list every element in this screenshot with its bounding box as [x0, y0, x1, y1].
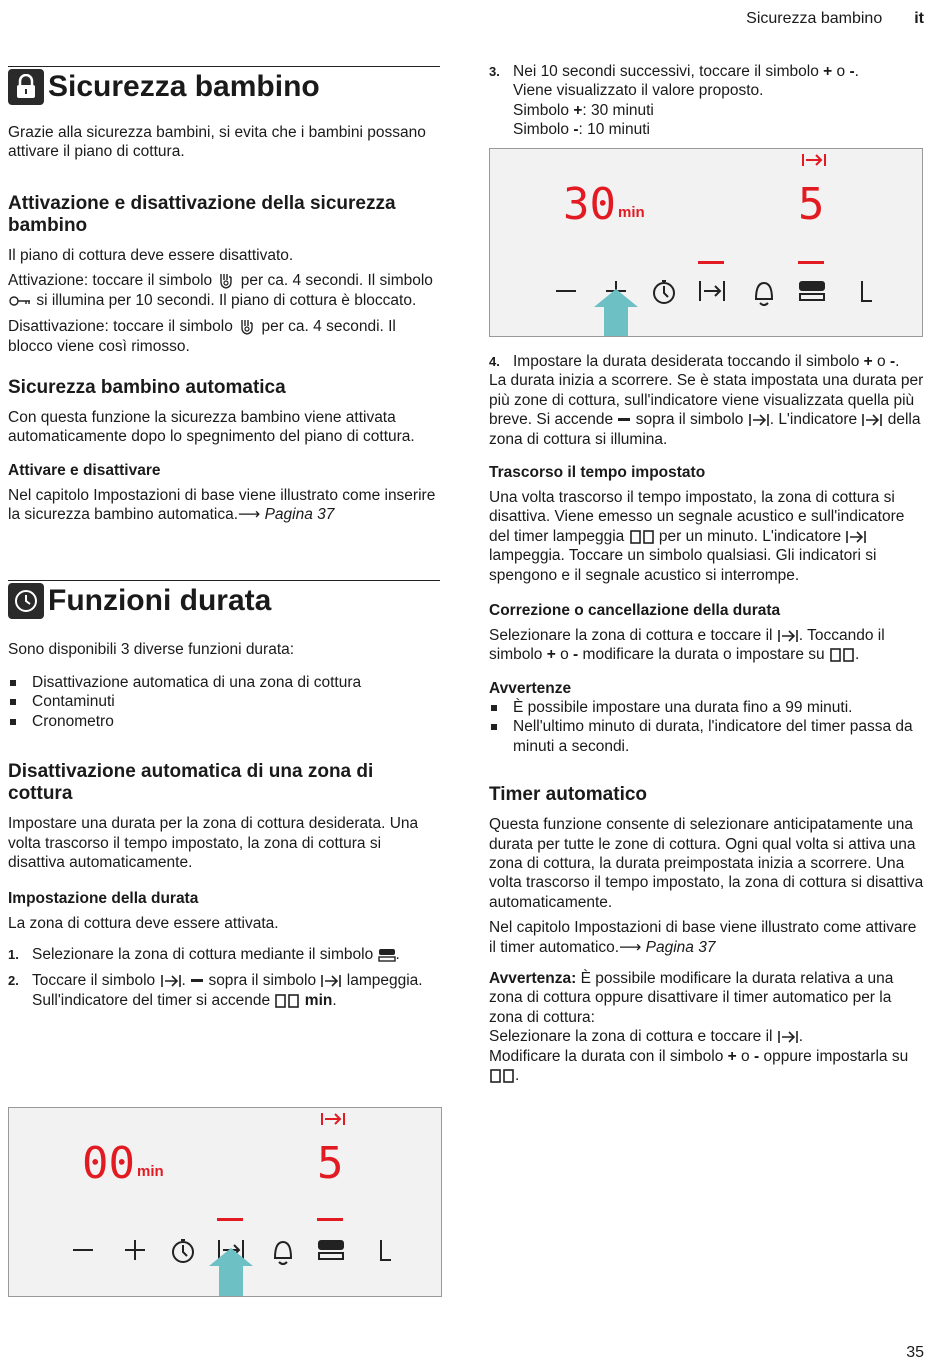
power-level-display: 5: [317, 1138, 344, 1189]
heading-time-elapsed: Trascorso il tempo impostato: [489, 464, 706, 482]
steps-list-cont: [489, 62, 925, 140]
auto-timer-text: Questa funzione consente di selezionare anticipatamente una durata per tutte le zone di cottura. Ogni qual volta si attiva una zona di cottura, la durata preimpostata inizia a scorrere. Una volta trascorso il tempo impostato, la zona di cottura si disattiva automaticamente.: [489, 816, 924, 911]
steps-list-cont2: [489, 352, 925, 371]
control-panel-1: [8, 1107, 442, 1297]
finger-arrow-icon: [209, 1248, 253, 1296]
timer-off-icon: [777, 628, 799, 644]
double-zero-icon: [274, 993, 300, 1009]
left-column: [8, 66, 440, 1010]
timer-off-icon: [845, 529, 867, 545]
timer-off-icon: [160, 973, 182, 989]
auto-lock-text: Con questa funzione la sicurezza bambino viene attivata automaticamente dopo lo spegnimento del piano di cottura.: [8, 409, 415, 446]
dash-indicator-icon: [190, 978, 204, 984]
section-title-child-lock: Sicurezza bambino: [8, 66, 440, 105]
note-text: Avvertenza: È possibile modificare la durata relativa a una zona di cottura oppure disattivare il timer automatico per la zona di cottura: Selezionare la zona di cottura e toccare il . Modificare la durata con il simbolo + o - oppure impostarla su .: [489, 969, 909, 1084]
lock-l-button: [381, 1240, 391, 1260]
stopwatch-button: [173, 1240, 193, 1262]
list-item: Cronometro: [8, 712, 440, 731]
heading-auto-lock: Sicurezza bambino automatica: [8, 377, 286, 399]
list-item: È possibile impostare una durata fino a 99 minuti.: [489, 698, 925, 717]
heading-enable-disable: Attivare e disattivare: [8, 461, 161, 479]
list-item: Nell'ultimo minuto di durata, l'indicatore del timer passa da minuti a secondi.: [489, 717, 925, 756]
timer-off-button: [700, 281, 724, 301]
padlock-icon: [8, 69, 44, 105]
timer-display-digits: 30: [563, 179, 616, 230]
timer-active-bar: [698, 261, 724, 264]
step-2: 2. Toccare il simbolo . sopra il simbolo lampeggia. Sull'indicatore del timer si accende min.: [8, 972, 423, 1009]
page-number: 35: [906, 1344, 924, 1361]
zone-select-button: [319, 1241, 343, 1259]
timer-display-unit: min: [618, 204, 645, 221]
page-ref[interactable]: Pagina 37: [645, 938, 716, 956]
section-title-timer: Funzioni durata: [8, 580, 440, 619]
finger-arrow-icon: [594, 289, 638, 336]
hob-off-text: Il piano di cottura deve essere disattivato.: [8, 246, 294, 264]
heading-auto-off: Disattivazione automatica di una zona di cottura: [8, 761, 374, 805]
notes-list: [489, 698, 925, 756]
arrow-right-icon: ⟶: [619, 938, 642, 956]
zone-select-icon: [378, 947, 396, 963]
duration-running-text: La durata inizia a scorrere. Se è stata impostata una durata per più zone di cottura, sull'indicatore viene visualizzata quella più breve. Si accende sopra il simbolo . L'indicatore della zona di cottura si illumina.: [489, 372, 924, 448]
zone-active-bar: [798, 261, 824, 264]
page-ref[interactable]: Pagina 37: [264, 506, 335, 524]
bell-button: [275, 1242, 291, 1264]
key-hand-icon: [216, 271, 236, 291]
step-3: 3. Nei 10 secondi successivi, toccare il simbolo + o -. Viene visualizzato il valore proposto. Simbolo +: 30 minuti Simbolo -: 10 minuti: [489, 63, 859, 139]
key-hand-icon: [237, 317, 257, 337]
functions-list: [8, 673, 440, 731]
timer-indicator-icon: [322, 1113, 344, 1125]
power-level-display: 5: [798, 179, 825, 230]
heading-auto-timer: Timer automatico: [489, 784, 648, 806]
timer-display-digits: 00: [82, 1138, 135, 1189]
steps-list: [8, 945, 440, 1010]
plus-button: [125, 1240, 145, 1260]
time-elapsed-text: Una volta trascorso il tempo impostato, la zona di cottura si disattiva. Viene emesso un segnale acustico e sull'indicatore del timer lampeggia per un minuto. L'indicatore lampeggia. Toccare un simbolo qualsiasi. Gli indicatori si spengono e il segnale acustico si interrompe.: [489, 489, 905, 584]
right-column: [489, 62, 925, 140]
zone-active-bar: [317, 1218, 343, 1221]
clock-icon: [8, 583, 44, 619]
bell-button: [756, 283, 772, 305]
arrow-right-icon: ⟶: [238, 506, 261, 524]
list-item: Contaminuti: [8, 692, 440, 711]
heading-notes: Avvertenze: [489, 679, 572, 697]
header-section: Sicurezza bambino: [746, 10, 883, 27]
double-zero-icon: [829, 647, 855, 663]
control-panel-2: [489, 148, 923, 337]
timer-off-icon: [777, 1029, 799, 1045]
timer-off-icon: [748, 412, 770, 428]
list-item: Disattivazione automatica di una zona di cottura: [8, 673, 440, 692]
activation-text: Attivazione: toccare il simbolo per ca. 4 secondi. Il simbolo si illumina per 10 secondi. Il piano di cottura è bloccato.: [8, 272, 433, 310]
dash-indicator-icon: [617, 417, 631, 423]
double-zero-icon: [489, 1068, 515, 1084]
key-icon: [8, 295, 32, 307]
heading-set-duration: Impostazione della durata: [8, 889, 199, 907]
step-1: 1. Selezionare la zona di cottura mediante il simbolo .: [8, 945, 400, 963]
double-zero-icon: [629, 529, 655, 545]
deactivation-text: Disattivazione: toccare il simbolo per ca. 4 secondi. Il blocco viene così rimosso.: [8, 317, 396, 355]
intro-text: Grazie alla sicurezza bambini, si evita che i bambini possano attivare il piano di cottura.: [8, 124, 426, 161]
auto-timer-ref-text: Nel capitolo Impostazioni di base viene illustrato come attivare il timer automatico.⟶ Pagina 37: [489, 919, 917, 956]
lock-l-button: [862, 281, 872, 301]
stopwatch-button: [654, 281, 674, 303]
timer-display-unit: min: [137, 1163, 164, 1180]
step-4: 4. Impostare la durata desiderata toccando il simbolo + o -.: [489, 353, 900, 370]
heading-activation: Attivazione e disattivazione della sicurezza bambino: [8, 192, 396, 236]
enable-disable-text: Nel capitolo Impostazioni di base viene illustrato come inserire la sicurezza bambino automatica.⟶ Pagina 37: [8, 486, 436, 524]
auto-off-text: Impostare una durata per la zona di cottura desiderata. Una volta trascorso il tempo impostato, la zona di cottura si disattiva automaticamente.: [8, 815, 419, 872]
timer-off-icon: [861, 412, 883, 428]
zone-select-button: [800, 282, 824, 300]
heading-correction: Correzione o cancellazione della durata: [489, 602, 781, 620]
functions-intro: Sono disponibili 3 diverse funzioni durata:: [8, 640, 295, 658]
timer-active-bar: [217, 1218, 243, 1221]
timer-indicator-icon: [803, 154, 825, 166]
header-lang: it: [914, 10, 924, 27]
right-column-lower: [489, 352, 925, 1085]
page-header: [746, 10, 924, 28]
timer-off-icon: [320, 973, 342, 989]
correction-text: Selezionare la zona di cottura e toccare il . Toccando il simbolo + o - modificare la durata o impostare su .: [489, 627, 885, 664]
zone-active-text: La zona di cottura deve essere attivata.: [8, 914, 279, 932]
